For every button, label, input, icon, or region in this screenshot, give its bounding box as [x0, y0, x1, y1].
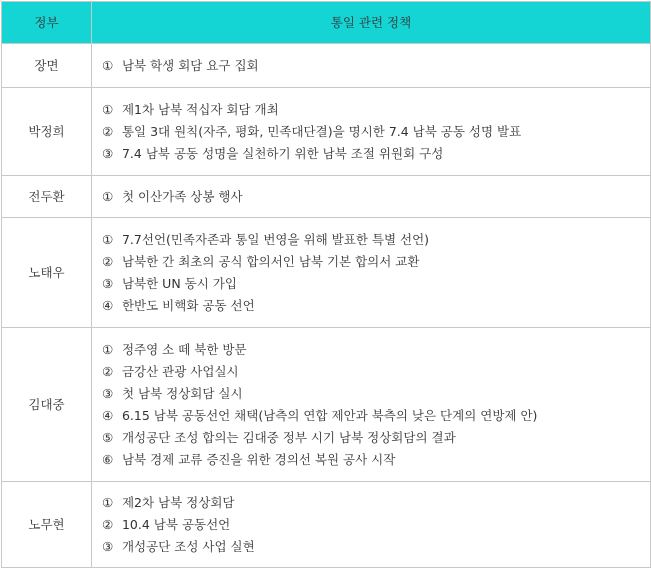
table-row: [2, 176, 651, 218]
table-row: [2, 328, 651, 482]
policy-list: [92, 482, 651, 568]
government-name: 김대중: [2, 328, 92, 482]
policy-text: 남북 학생 회담 요구 집회: [121, 58, 259, 73]
table-row: [2, 218, 651, 328]
government-name: 노무현: [2, 482, 92, 568]
policy-list: [92, 88, 651, 176]
policy-text: 한반도 비핵화 공동 선언: [121, 298, 255, 313]
policy-item: [102, 405, 640, 427]
policy-text: 남북한 간 최초의 공식 합의서인 남북 기본 합의서 교환: [121, 254, 420, 269]
policy-text: 개성공단 조성 사업 실현: [121, 539, 255, 554]
policy-item: [102, 514, 640, 536]
policy-item: [102, 449, 640, 471]
policy-number: ①: [102, 342, 114, 357]
policy-text: 6.15 남북 공동선언 채택(남측의 연합 제안과 북측의 낮은 단계의 연방제 안): [121, 408, 538, 423]
table-row: [2, 88, 651, 176]
policy-text: 제1차 남북 적십자 회담 개최: [121, 102, 279, 117]
policy-number: ④: [102, 408, 114, 423]
policy-text: 금강산 관광 사업실시: [121, 364, 239, 379]
policy-text: 7.7선언(민족자존과 통일 번영을 위해 발표한 특별 선언): [121, 232, 430, 247]
policy-number: ⑥: [102, 452, 114, 467]
policy-list: [92, 44, 651, 88]
policy-number: ②: [102, 124, 114, 139]
policy-item: [102, 361, 640, 383]
policy-number: ①: [102, 232, 114, 247]
header-government: 정부: [2, 2, 92, 44]
policy-text: 통일 3대 원칙(자주, 평화, 민족대단결)을 명시한 7.4 남북 공동 성명 발표: [121, 124, 522, 139]
policy-list: [92, 328, 651, 482]
policy-number: ⑤: [102, 430, 114, 445]
policy-text: 정주영 소 떼 북한 방문: [121, 342, 247, 357]
table-header-row: [2, 2, 651, 44]
policy-item: [102, 492, 640, 514]
policy-number: ④: [102, 298, 114, 313]
policy-item: [102, 339, 640, 361]
policy-list: [92, 176, 651, 218]
policy-item: [102, 186, 640, 208]
header-policy: 통일 관련 정책: [92, 2, 651, 44]
policy-text: 첫 남북 정상회담 실시: [121, 386, 243, 401]
policy-number: ①: [102, 58, 114, 73]
policy-number: ②: [102, 364, 114, 379]
policy-item: [102, 251, 640, 273]
policy-text: 10.4 남북 공동선언: [121, 517, 231, 532]
policy-text: 개성공단 조성 합의는 김대중 정부 시기 남북 정상회담의 결과: [121, 430, 456, 445]
policy-item: [102, 143, 640, 165]
policy-item: [102, 121, 640, 143]
policy-item: [102, 229, 640, 251]
policy-item: [102, 427, 640, 449]
policy-list: [92, 218, 651, 328]
policy-text: 7.4 남북 공동 성명을 실천하기 위한 남북 조절 위원회 구성: [121, 146, 444, 161]
policy-text: 남북한 UN 동시 가입: [121, 276, 237, 291]
policy-text: 제2차 남북 정상회담: [121, 495, 235, 510]
policy-number: ③: [102, 386, 114, 401]
policy-number: ②: [102, 517, 114, 532]
policy-item: [102, 273, 640, 295]
government-name: 전두환: [2, 176, 92, 218]
policy-number: ③: [102, 146, 114, 161]
policy-number: ①: [102, 102, 114, 117]
policy-item: [102, 295, 640, 317]
table-row: [2, 44, 651, 88]
policy-item: [102, 383, 640, 405]
government-name: 장면: [2, 44, 92, 88]
government-name: 박정희: [2, 88, 92, 176]
policy-number: ②: [102, 254, 114, 269]
policy-item: [102, 99, 640, 121]
policy-number: ③: [102, 276, 114, 291]
policy-number: ①: [102, 189, 114, 204]
unification-policy-table: [1, 1, 651, 568]
government-name: 노태우: [2, 218, 92, 328]
table-body: [2, 44, 651, 568]
policy-text: 첫 이산가족 상봉 행사: [121, 189, 243, 204]
policy-number: ③: [102, 539, 114, 554]
policy-item: [102, 55, 640, 77]
policy-item: [102, 536, 640, 558]
table-row: [2, 482, 651, 568]
policy-number: ①: [102, 495, 114, 510]
policy-text: 남북 경제 교류 증진을 위한 경의선 복원 공사 시작: [121, 452, 396, 467]
